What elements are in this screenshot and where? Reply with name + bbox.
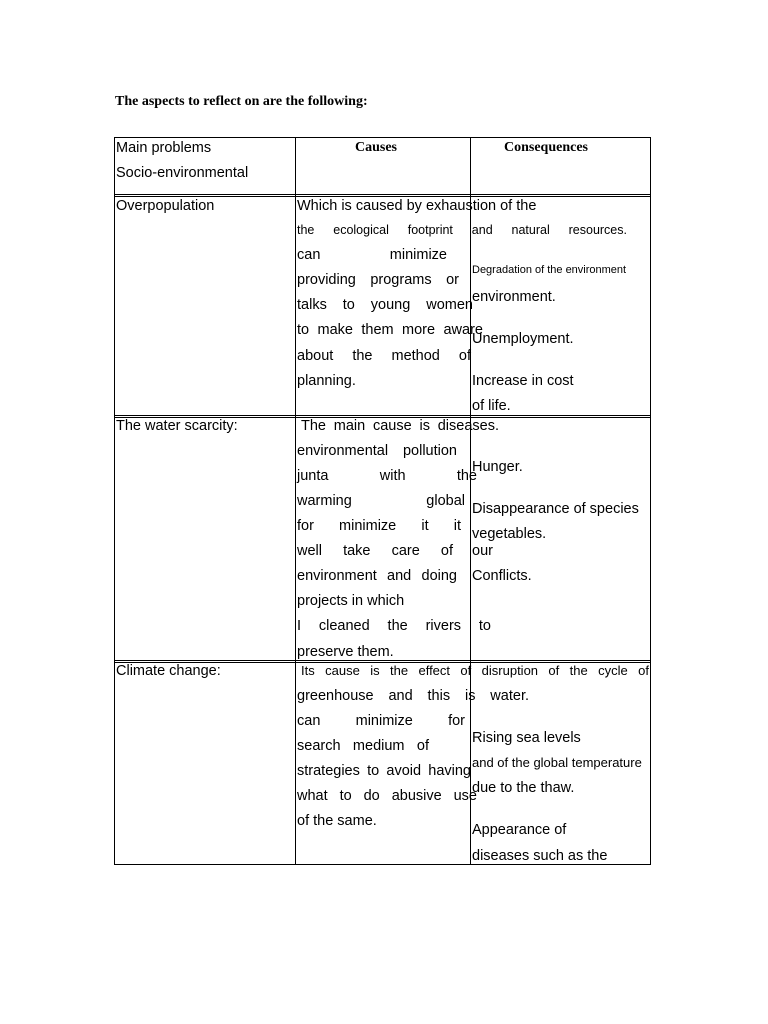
row-3-causes-line-7: of the same.: [297, 813, 377, 829]
problems-table: [114, 137, 651, 865]
row-2-causes-line-5: for minimize it it: [297, 518, 461, 534]
row-2-problem: The water scarcity:: [116, 418, 238, 434]
row-1-causes-line-8: planning.: [297, 373, 356, 389]
row-1-consequence-5: Increase in cost: [472, 373, 574, 389]
column-divider-1: [295, 138, 296, 864]
row-3-causes-line-5: strategies to avoid having: [297, 763, 471, 779]
row-2-causes-line-7: environment and doing: [297, 568, 457, 584]
page-heading: The aspects to reflect on are the following:: [115, 94, 368, 109]
row-3-consequence-2: and of the global temperature: [472, 755, 642, 770]
row-2-causes-line-6: well take care of: [297, 543, 453, 559]
row-2-causes-line-2: environmental pollution: [297, 443, 457, 459]
header-main-problems-line: Main problems: [116, 140, 212, 156]
row-3-problem: Climate change:: [116, 663, 221, 679]
row-3-causes-line-1: Its cause is the effect of disruption of the cycle of: [301, 663, 649, 678]
row-1-causes-line-2-combined: [297, 218, 627, 243]
row-3-consequence-1: Rising sea levels: [472, 730, 581, 746]
row-2-causes-line-10: preserve them.: [297, 644, 394, 660]
row-1-consequence-6: of life.: [472, 398, 511, 414]
row-3-causes-line-2: greenhouse and this is water.: [297, 688, 529, 704]
row-1-causes-line-3: can minimize: [297, 247, 447, 263]
row-2-consequence-1: Hunger.: [472, 459, 523, 475]
row-2-causes-line-8: projects in which: [297, 593, 405, 609]
header-socio-environmental-line: Socio-environmental: [116, 165, 249, 181]
column-divider-2: [470, 138, 471, 864]
row-2-causes-line-9: I cleaned the rivers to: [297, 618, 491, 634]
row-2-consequence-4: our: [472, 543, 493, 559]
row-2-causes-line-4: warming global: [297, 493, 465, 509]
row-1-causes-line-4: providing programs or: [297, 272, 459, 288]
row-1-consequence-2: Degradation of the environment: [472, 264, 627, 276]
row-3-consequence-3: due to the thaw.: [472, 780, 575, 796]
header-consequences: Consequences: [504, 140, 589, 155]
row-2-causes-line-3: junta with the: [297, 468, 477, 484]
header-causes: Causes: [355, 140, 398, 155]
row-3-consequence-4: Appearance of: [472, 822, 567, 838]
row-2-consequence-2: Disappearance of species: [472, 501, 639, 517]
row-1-problem: Overpopulation: [116, 198, 215, 214]
row-2-consequence-3: vegetables.: [472, 526, 547, 542]
row-1-consequence-1: and natural resources.: [471, 223, 627, 237]
row-3-causes-line-6: what to do abusive use: [297, 788, 477, 804]
row-2-consequence-5: Conflicts.: [472, 568, 532, 584]
row-1-consequence-3: environment.: [472, 289, 556, 305]
row-1-causes-line-6: to make them more aware: [297, 322, 483, 338]
row-1-consequence-4: Unemployment.: [472, 331, 574, 347]
row-3-causes-line-4: search medium of: [297, 738, 429, 754]
header-main-problems: [116, 136, 248, 186]
row-1-causes-line-7: about the method of: [297, 348, 471, 364]
row-3-causes-line-3: can minimize for: [297, 713, 465, 729]
row-2-causes-line-1: The main cause is diseases.: [301, 418, 499, 434]
row-1-causes-line-2: the ecological footprint: [297, 223, 453, 237]
row-3-consequence-5: diseases such as the: [472, 848, 608, 864]
row-1-causes-line-5: talks to young women: [297, 297, 473, 313]
row-1-causes-line-1: Which is caused by exhaustion of the: [297, 198, 537, 214]
